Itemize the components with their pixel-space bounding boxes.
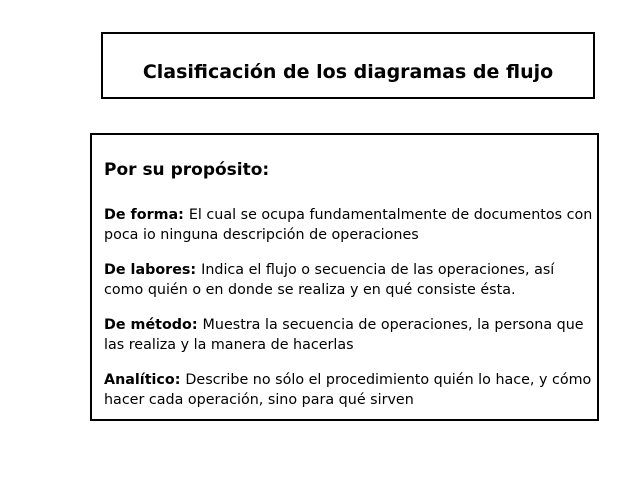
item-term: De método:: [104, 317, 203, 333]
item-description: Indica el flujo o secuencia de las operaciones, así como quién o en donde se realiza y en qué consiste ésta.: [104, 262, 555, 298]
list-item-analitico: [104, 370, 594, 410]
item-term: De labores:: [104, 262, 202, 278]
list-item-de-labores: [104, 260, 594, 300]
item-description: El cual se ocupa fundamentalmente de documentos con poca io ninguna descripción de operaciones: [104, 207, 593, 243]
item-description: Muestra la secuencia de operaciones, la persona que las realiza y la manera de hacerlas: [104, 317, 584, 353]
content-box: [90, 133, 599, 421]
list-item-de-metodo: [104, 315, 594, 355]
title-box: [101, 32, 595, 99]
list-item-de-forma: [104, 205, 594, 245]
item-term: Analítico:: [104, 372, 186, 388]
item-term: De forma:: [104, 207, 189, 223]
section-heading: Por su propósito:: [104, 160, 270, 180]
page-title: Clasificación de los diagramas de flujo: [142, 60, 554, 83]
item-description: Describe no sólo el procedimiento quién lo hace, y cómo hacer cada operación, sino para qué sirven: [104, 372, 592, 408]
